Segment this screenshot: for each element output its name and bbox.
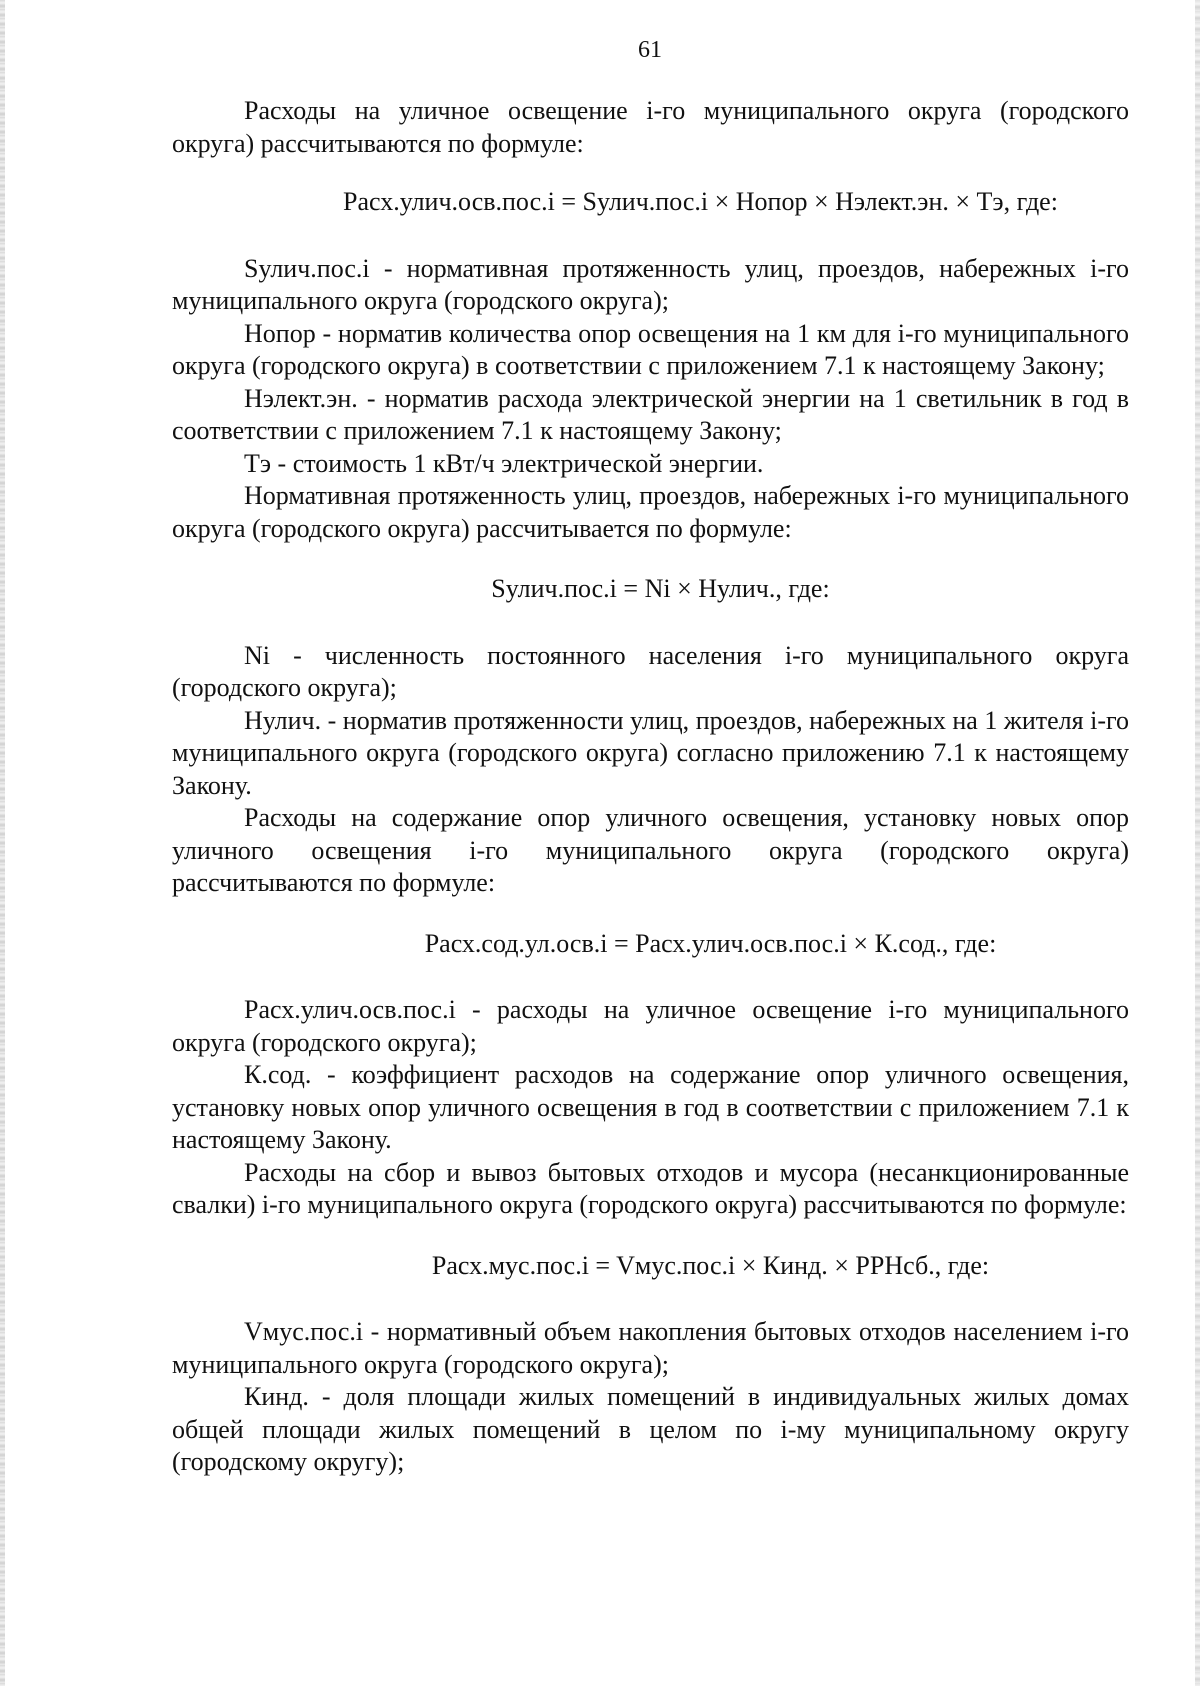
paragraph: Нопор - норматив количества опор освещения на 1 км для i-го муниципального округа (городского округа) в соответствии с приложением 7.1 к настоящему Закону;: [172, 318, 1129, 380]
paragraph: Нормативная протяженность улиц, проездов, набережных i-го муниципального округа (городского округа) рассчитывается по формуле:: [172, 481, 1129, 543]
formula: Расх.мус.пос.i = Vмус.пос.i × Кинд. × РРНсб., где:: [431, 1250, 990, 1280]
paragraph: Ni - численность постоянного населения i-го муниципального округа (городского округа);: [172, 640, 1129, 702]
formula: Расх.сод.ул.осв.i = Расх.улич.осв.пос.i × К.сод., где:: [424, 928, 997, 958]
paragraph: Тэ - стоимость 1 кВт/ч электрической энергии.: [244, 448, 764, 478]
scan-edge-left: [0, 0, 5, 1686]
scan-edge-right: [1195, 0, 1200, 1686]
formula: Расх.улич.осв.пос.i = Sулич.пос.i × Нопор × Нэлект.эн. × Тэ, где:: [343, 187, 1058, 216]
paragraph: К.сод. - коэффициент расходов на содержание опор уличного освещения, установку новых опор уличного освещения в год в соответствии с приложением 7.1 к настоящему Закону.: [172, 1060, 1129, 1154]
paragraph: Sулич.пос.i - нормативная протяженность улиц, проездов, набережных i-го муниципального округа (городского округа);: [172, 253, 1129, 315]
paragraph: Расходы на сбор и вывоз бытовых отходов и мусора (несанкционированные свалки) i-го муниципального округа (городского округа) рассчитываются по формуле:: [172, 1157, 1129, 1219]
paragraph: Расх.улич.осв.пос.i - расходы на уличное освещение i-го муниципального округа (городского округа);: [172, 995, 1129, 1057]
formula: Sулич.пос.i = Ni × Нулич., где:: [491, 574, 830, 603]
paragraph: Кинд. - доля площади жилых помещений в индивидуальных жилых домах общей площади жилых помещений в целом по i-му муниципальному округу (городскому округу);: [172, 1382, 1129, 1476]
paragraph: Расходы на содержание опор уличного освещения, установку новых опор уличного освещения i-го муниципального округа (городского округа) рассчитываются по формуле:: [172, 803, 1129, 897]
paragraph: Нулич. - норматив протяженности улиц, проездов, набережных на 1 жителя i-го муниципального округа (городского округа) согласно приложению 7.1 к настоящему Закону.: [172, 705, 1129, 800]
paragraph: Нэлект.эн. - норматив расхода электрической энергии на 1 светильник в год в соответствии с приложением 7.1 к настоящему Закону;: [172, 383, 1129, 445]
document-body: [172, 95, 1129, 1479]
page-number: 61: [638, 37, 662, 63]
paragraph: Расходы на уличное освещение i-го муниципального округа (городского округа) рассчитываются по формуле:: [172, 96, 1129, 158]
paragraph: Vмус.пос.i - нормативный объем накопления бытовых отходов населением i-го муниципального округа (городского округа);: [172, 1317, 1129, 1379]
